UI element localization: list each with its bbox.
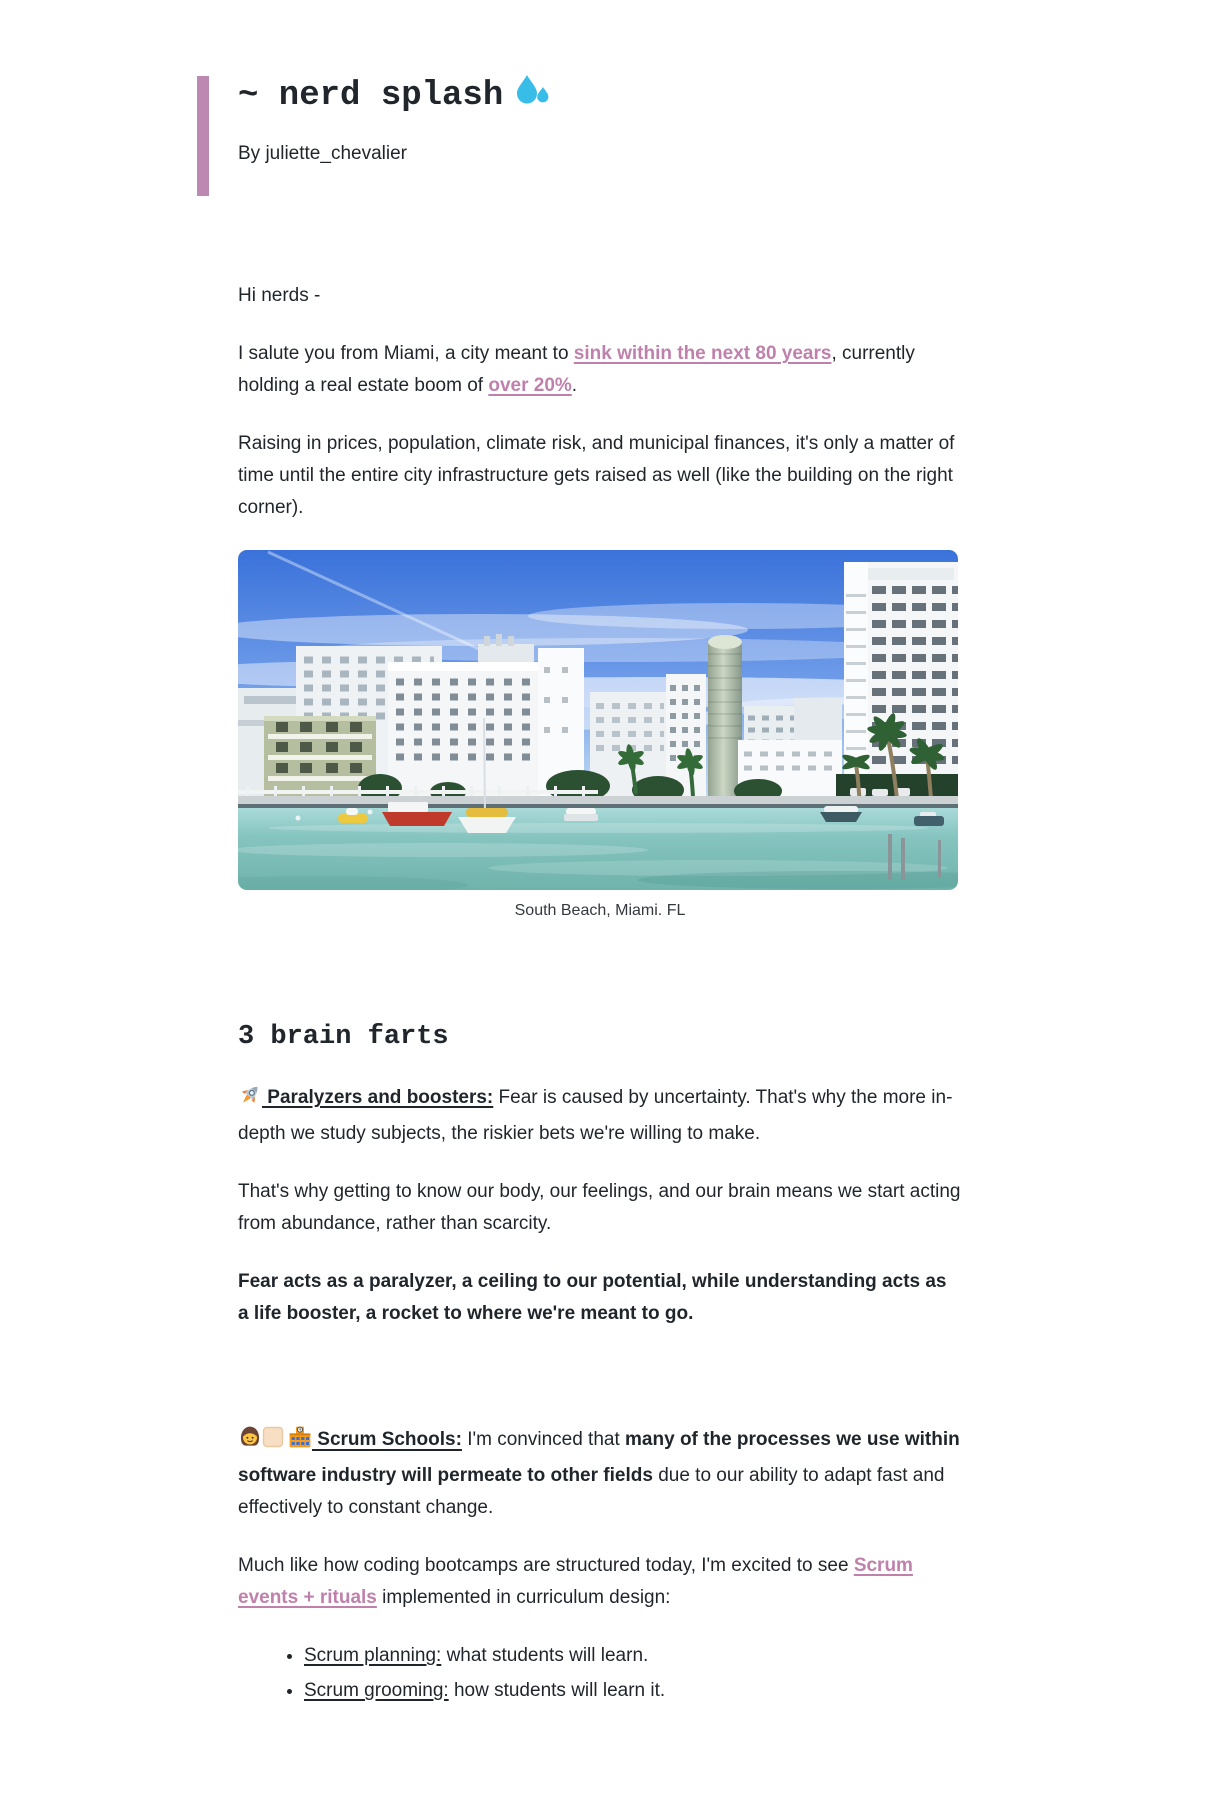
rocket-icon [238, 1083, 262, 1118]
scrum-planning-label: Scrum planning: [304, 1645, 442, 1666]
section-heading: 3 brain farts [238, 1022, 449, 1052]
byline: By juliette_chevalier [238, 143, 407, 164]
scrum-text-2: due to our ability to adapt fast and effectively to constant change. [238, 1465, 945, 1518]
salute-paragraph [238, 338, 962, 402]
page-title [238, 74, 962, 118]
sweat-droplets-icon [515, 74, 549, 118]
greeting-paragraph: Hi nerds - [238, 285, 321, 306]
scrum-text-1: I'm convinced that [461, 1429, 626, 1450]
woman-icon [238, 1425, 262, 1460]
list-item-scrum-grooming [304, 1675, 962, 1707]
accent-bar [197, 76, 209, 196]
fear-bold-paragraph: Fear acts as a paralyzer, a ceiling to our potential, while understanding acts as a life booster, a rocket to where we're meant to go. [238, 1271, 947, 1324]
scrum-events-link[interactable]: Scrum events + rituals [238, 1555, 913, 1608]
raising-paragraph: Raising in prices, population, climate risk, and municipal finances, it's only a matter of time until the entire city infrastructure gets raised as well (like the building on the right corner). [238, 433, 955, 518]
miami-figure [238, 550, 962, 922]
salute-text-2: , currently holding a real estate boom of [238, 343, 915, 396]
scrum-list [238, 1640, 962, 1707]
paralyzers-label: Paralyzers and boosters: [262, 1087, 494, 1108]
paralyzers-paragraph [238, 1082, 962, 1150]
salute-text-1: I salute you from Miami, a city meant to [238, 343, 574, 364]
over-20-link[interactable]: over 20% [488, 375, 572, 396]
salute-text-3: . [571, 375, 578, 396]
newsletter-header [238, 74, 962, 192]
school-icon [288, 1425, 312, 1460]
abundance-paragraph: That's why getting to know our body, our feelings, and our brain means we start acting from abundance, rather than scarcity. [238, 1181, 961, 1234]
scrum-underlined-group [262, 1429, 462, 1450]
paralyzers-text: Fear is caused by uncertainty. That's why the more in-depth we study subjects, the riskier bets we're willing to make. [238, 1087, 953, 1144]
bootcamps-paragraph [238, 1550, 962, 1614]
scrum-text-bold: many of the processes we use within software industry will permeate to other fields [238, 1429, 960, 1486]
scrum-grooming-label: Scrum grooming: [304, 1680, 449, 1701]
page-title-text: ~ nerd splash [238, 77, 504, 115]
scrum-schools-label: Scrum Schools: [312, 1429, 462, 1450]
scrum-grooming-text: how students will learn it. [448, 1680, 666, 1701]
photo-caption: South Beach, Miami. FL [514, 902, 686, 919]
sink-link[interactable]: sink within the next 80 years [573, 343, 832, 364]
scrum-schools-paragraph [238, 1424, 962, 1524]
scrum-planning-text: what students will learn. [441, 1645, 649, 1666]
skin-tone-swatch-icon [262, 1425, 284, 1460]
newsletter-body [238, 280, 962, 1707]
bootcamps-text-1: Much like how coding bootcamps are structured today, I'm excited to see [238, 1555, 854, 1576]
list-item-scrum-planning [304, 1640, 962, 1672]
bootcamps-text-2: implemented in curriculum design: [376, 1587, 671, 1608]
south-beach-photo [238, 550, 958, 890]
